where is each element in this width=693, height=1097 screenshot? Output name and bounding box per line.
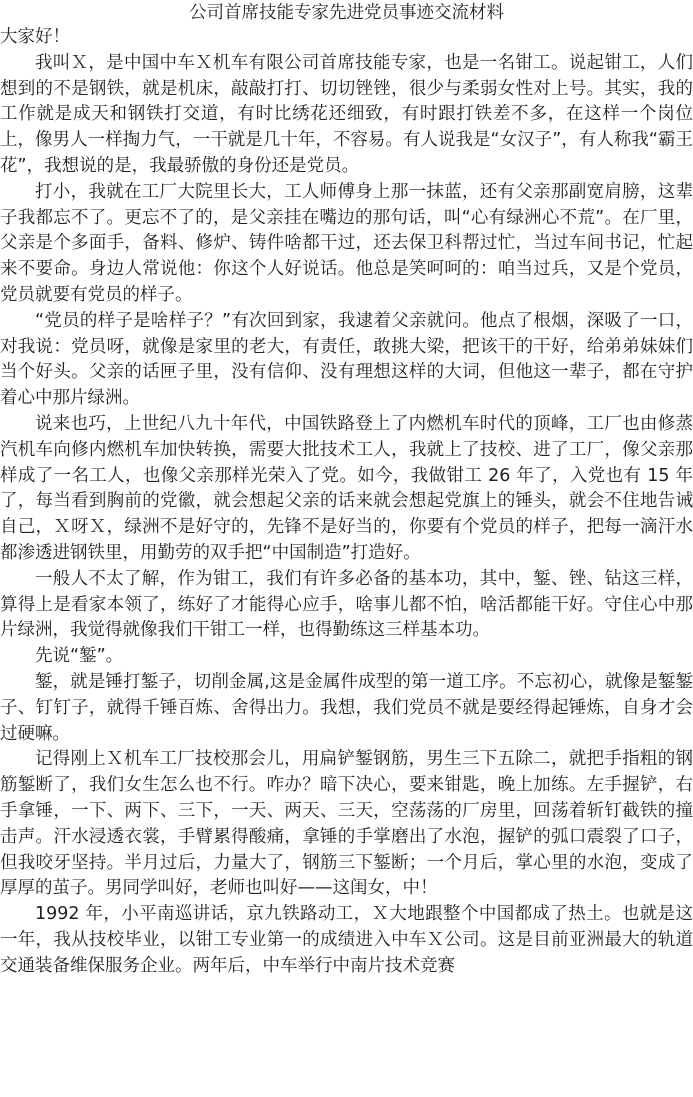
paragraph-party-member-question: “党员的样子是啥样子？”有次回到家，我逮着父亲就问。他点了根烟，深吸了一口，对我说：党员呀，就像是家里的老大，有责任，敢挑大梁，把该干的干好，给弟弟妹妹们当个好头。父亲的话匣子里，没有信仰、没有理想这样的大词，但他这一辈子，都在守护着心中那片绿洲。 — [0, 310, 693, 409]
paragraph-school-training: 记得刚上Ｘ机车工厂技校那会儿，用扁铲錾钢筋，男生三下五除二，就把手指粗的钢筋錾断了，我们女生怎么也不行。咋办？暗下决心，要来钳匙，晚上加练。左手握铲，右手拿锤，一下、两下、三下，一天、两天、三天，空荡荡的厂房里，回荡着斩钉截铁的撞击声。汗水浸透衣裳，手臂累得酸痛，拿锤的手掌磨出了水泡，握铲的弧口震裂了口子，但我咬牙坚持。半月过后，力量大了，钢筋三下錾断；一个月后，掌心里的水泡，变成了厚厚的茧子。男同学叫好，老师也叫好——这闺女，中！ — [0, 749, 693, 899]
paragraph-chisel-meaning: 錾，就是锤打錾子，切削金属,这是金属件成型的第一道工序。不忘初心，就像是錾錾子、钉钉子，就得千锤百炼、舍得出力。我想，我们党员不就是要经得起锤炼，自身才会过硬嘛。 — [0, 671, 693, 744]
paragraph-childhood: 打小，我就在工厂大院里长大，工人师傅身上那一抹蓝，还有父亲那副宽肩膀，这辈子我都忘不了。更忘不了的，是父亲挂在嘴边的那句话，叫“心有绿洲心不荒”。在厂里，父亲是个多面手，备料、修炉、铸件啥都干过，还去保卫科帮过忙，当过车间书记，忙起来不要命。身边人常说他：你这个人好说话。他总是笑呵呵的：咱当过兵，又是个党员，党员就要有党员的样子。 — [0, 181, 693, 305]
paragraph-career-start: 说来也巧，上世纪八九十年代，中国铁路登上了内燃机车时代的顶峰，工厂也由修蒸汽机车向修内燃机车加快转换，需要大批技术工人，我就上了技校、进了工厂，像父亲那样成了一名工人，也像父亲那样光荣入了党。如今，我做钳工 26 年了，入党也有 15 年了，每当看到胸前的党徽，就会想起父亲的话来就会想起党旗上的锤头，就会不住地告诫自己，Ｘ呀Ｘ，绿洲不是好守的，先锋不是好当的，你要有个党员的样子，把每一滴汗水都渗透进钢铁里，用勤劳的双手把“中国制造”打造好。 — [0, 413, 693, 563]
paragraph-intro: 我叫Ｘ，是中国中车Ｘ机车有限公司首席技能专家，也是一名钳工。说起钳工，人们想到的不是钢铁，就是机床，敲敲打打、切切锉锉，很少与柔弱女性对上号。其实，我的工作就是成天和钢铁打交道，有时比绣花还细致，有时跟打铁差不多，在这样一个岗位上，像男人一样掏力气，一干就是几十年，不容易。有人说我是“女汉子”，有人称我“霸王花”，我想说的是，我最骄傲的身份还是党员。 — [0, 52, 693, 176]
paragraph-section-heading: 先说“錾”。 — [35, 646, 124, 667]
document-title: 公司首席技能专家先进党员事迹交流材料 — [189, 3, 504, 23]
greeting-line: 大家好！ — [0, 27, 70, 47]
paragraph-basic-skills: 一般人不太了解，作为钳工，我们有许多必备的基本功，其中，錾、锉、钻这三样，算得上是看家本领了，练好了才能得心应手，啥事儿都不怕，啥活都能干好。守住心中那片绿洲，我觉得就像我们干钳工一样，也得勤练这三样基本功。 — [0, 568, 693, 641]
paragraph-1992: 1992 年，小平南巡讲话，京九铁路动工，Ｘ大地跟整个中国都成了热土。也就是这一年，我从技校毕业，以钳工专业第一的成绩进入中车Ｘ公司。这是目前亚洲最大的轨道交通装备维保服务企业。两年后，中车举行中南片技术竞赛 — [0, 904, 693, 976]
